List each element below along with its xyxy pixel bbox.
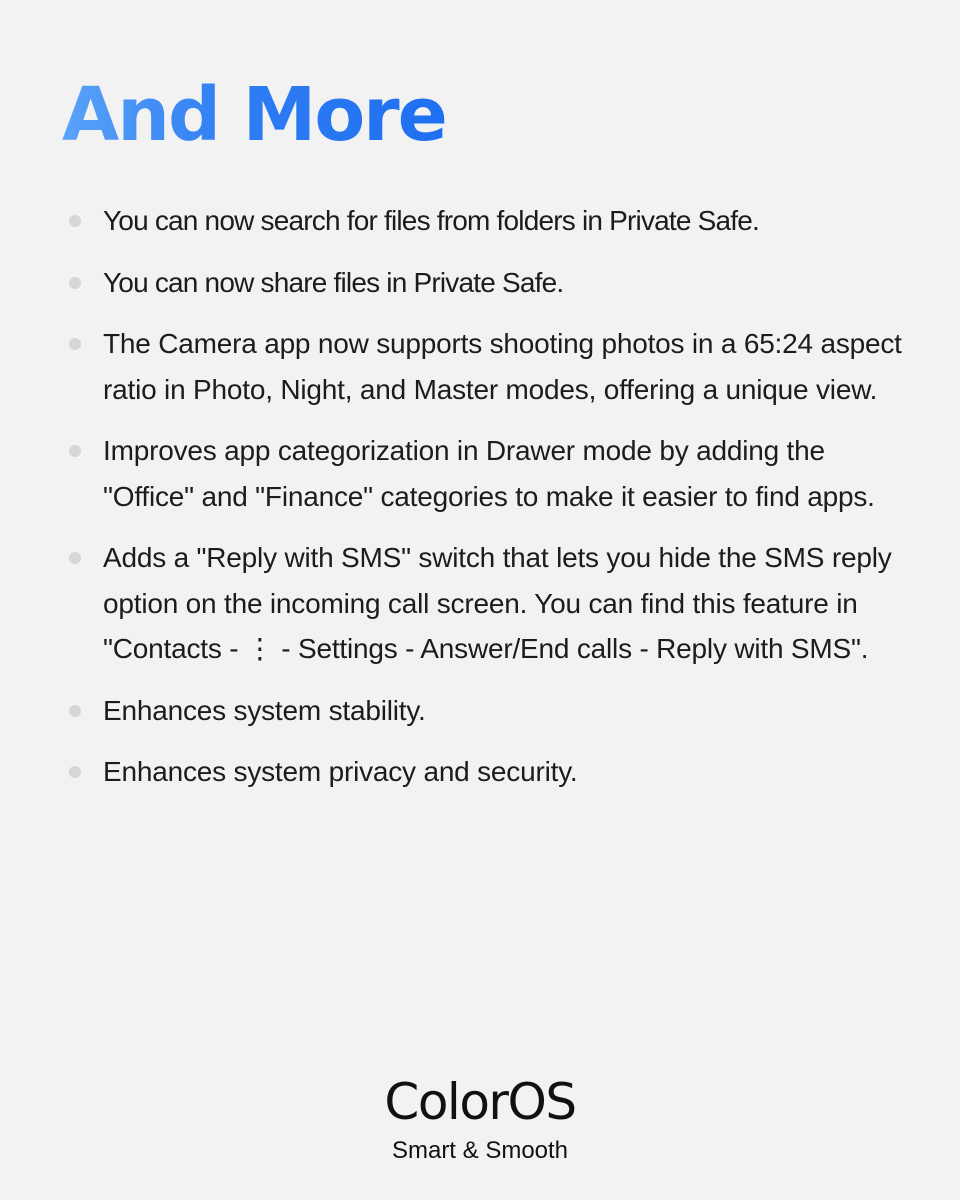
list-item — [62, 428, 912, 519]
list-item — [62, 749, 912, 795]
list-item-text: Enhances system stability. — [103, 694, 426, 726]
bullet-dot-icon — [69, 445, 81, 457]
bullet-dot-icon — [69, 215, 81, 227]
list-item — [62, 260, 912, 306]
bullet-dot-icon — [69, 766, 81, 778]
brand-tagline: Smart & Smooth — [391, 1137, 569, 1164]
list-item-text: The Camera app now supports shooting photos in a 65:24 aspect ratio in Photo, Night, and Master modes, offering a unique view. — [103, 328, 902, 405]
list-item-text: You can now share files in Private Safe. — [103, 266, 564, 298]
list-item-text: Improves app categorization in Drawer mode by adding the "Office" and "Finance" categories to make it easier to find apps. — [103, 435, 875, 512]
bullet-dot-icon — [69, 552, 81, 564]
list-item-text: Enhances system privacy and security. — [103, 756, 578, 787]
list-item — [62, 535, 912, 672]
bullet-dot-icon — [69, 705, 81, 717]
bullet-dot-icon — [69, 277, 81, 289]
list-item — [62, 198, 912, 244]
list-item-text: Adds a "Reply with SMS" switch that lets you hide the SMS reply option on the incoming call screen. You can find this feature in "Contacts - ⋮ - Settings - Answer/End calls - Reply with SMS". — [103, 542, 892, 664]
list-item — [62, 688, 912, 734]
list-item — [62, 321, 912, 412]
page-title: And More — [62, 72, 446, 158]
feature-list — [62, 198, 912, 811]
bullet-dot-icon — [69, 338, 81, 350]
brand-footer — [0, 1072, 960, 1166]
list-item-text: You can now search for files from folders in Private Safe. — [103, 205, 760, 236]
brand-logo: ColorOS — [384, 1073, 576, 1131]
